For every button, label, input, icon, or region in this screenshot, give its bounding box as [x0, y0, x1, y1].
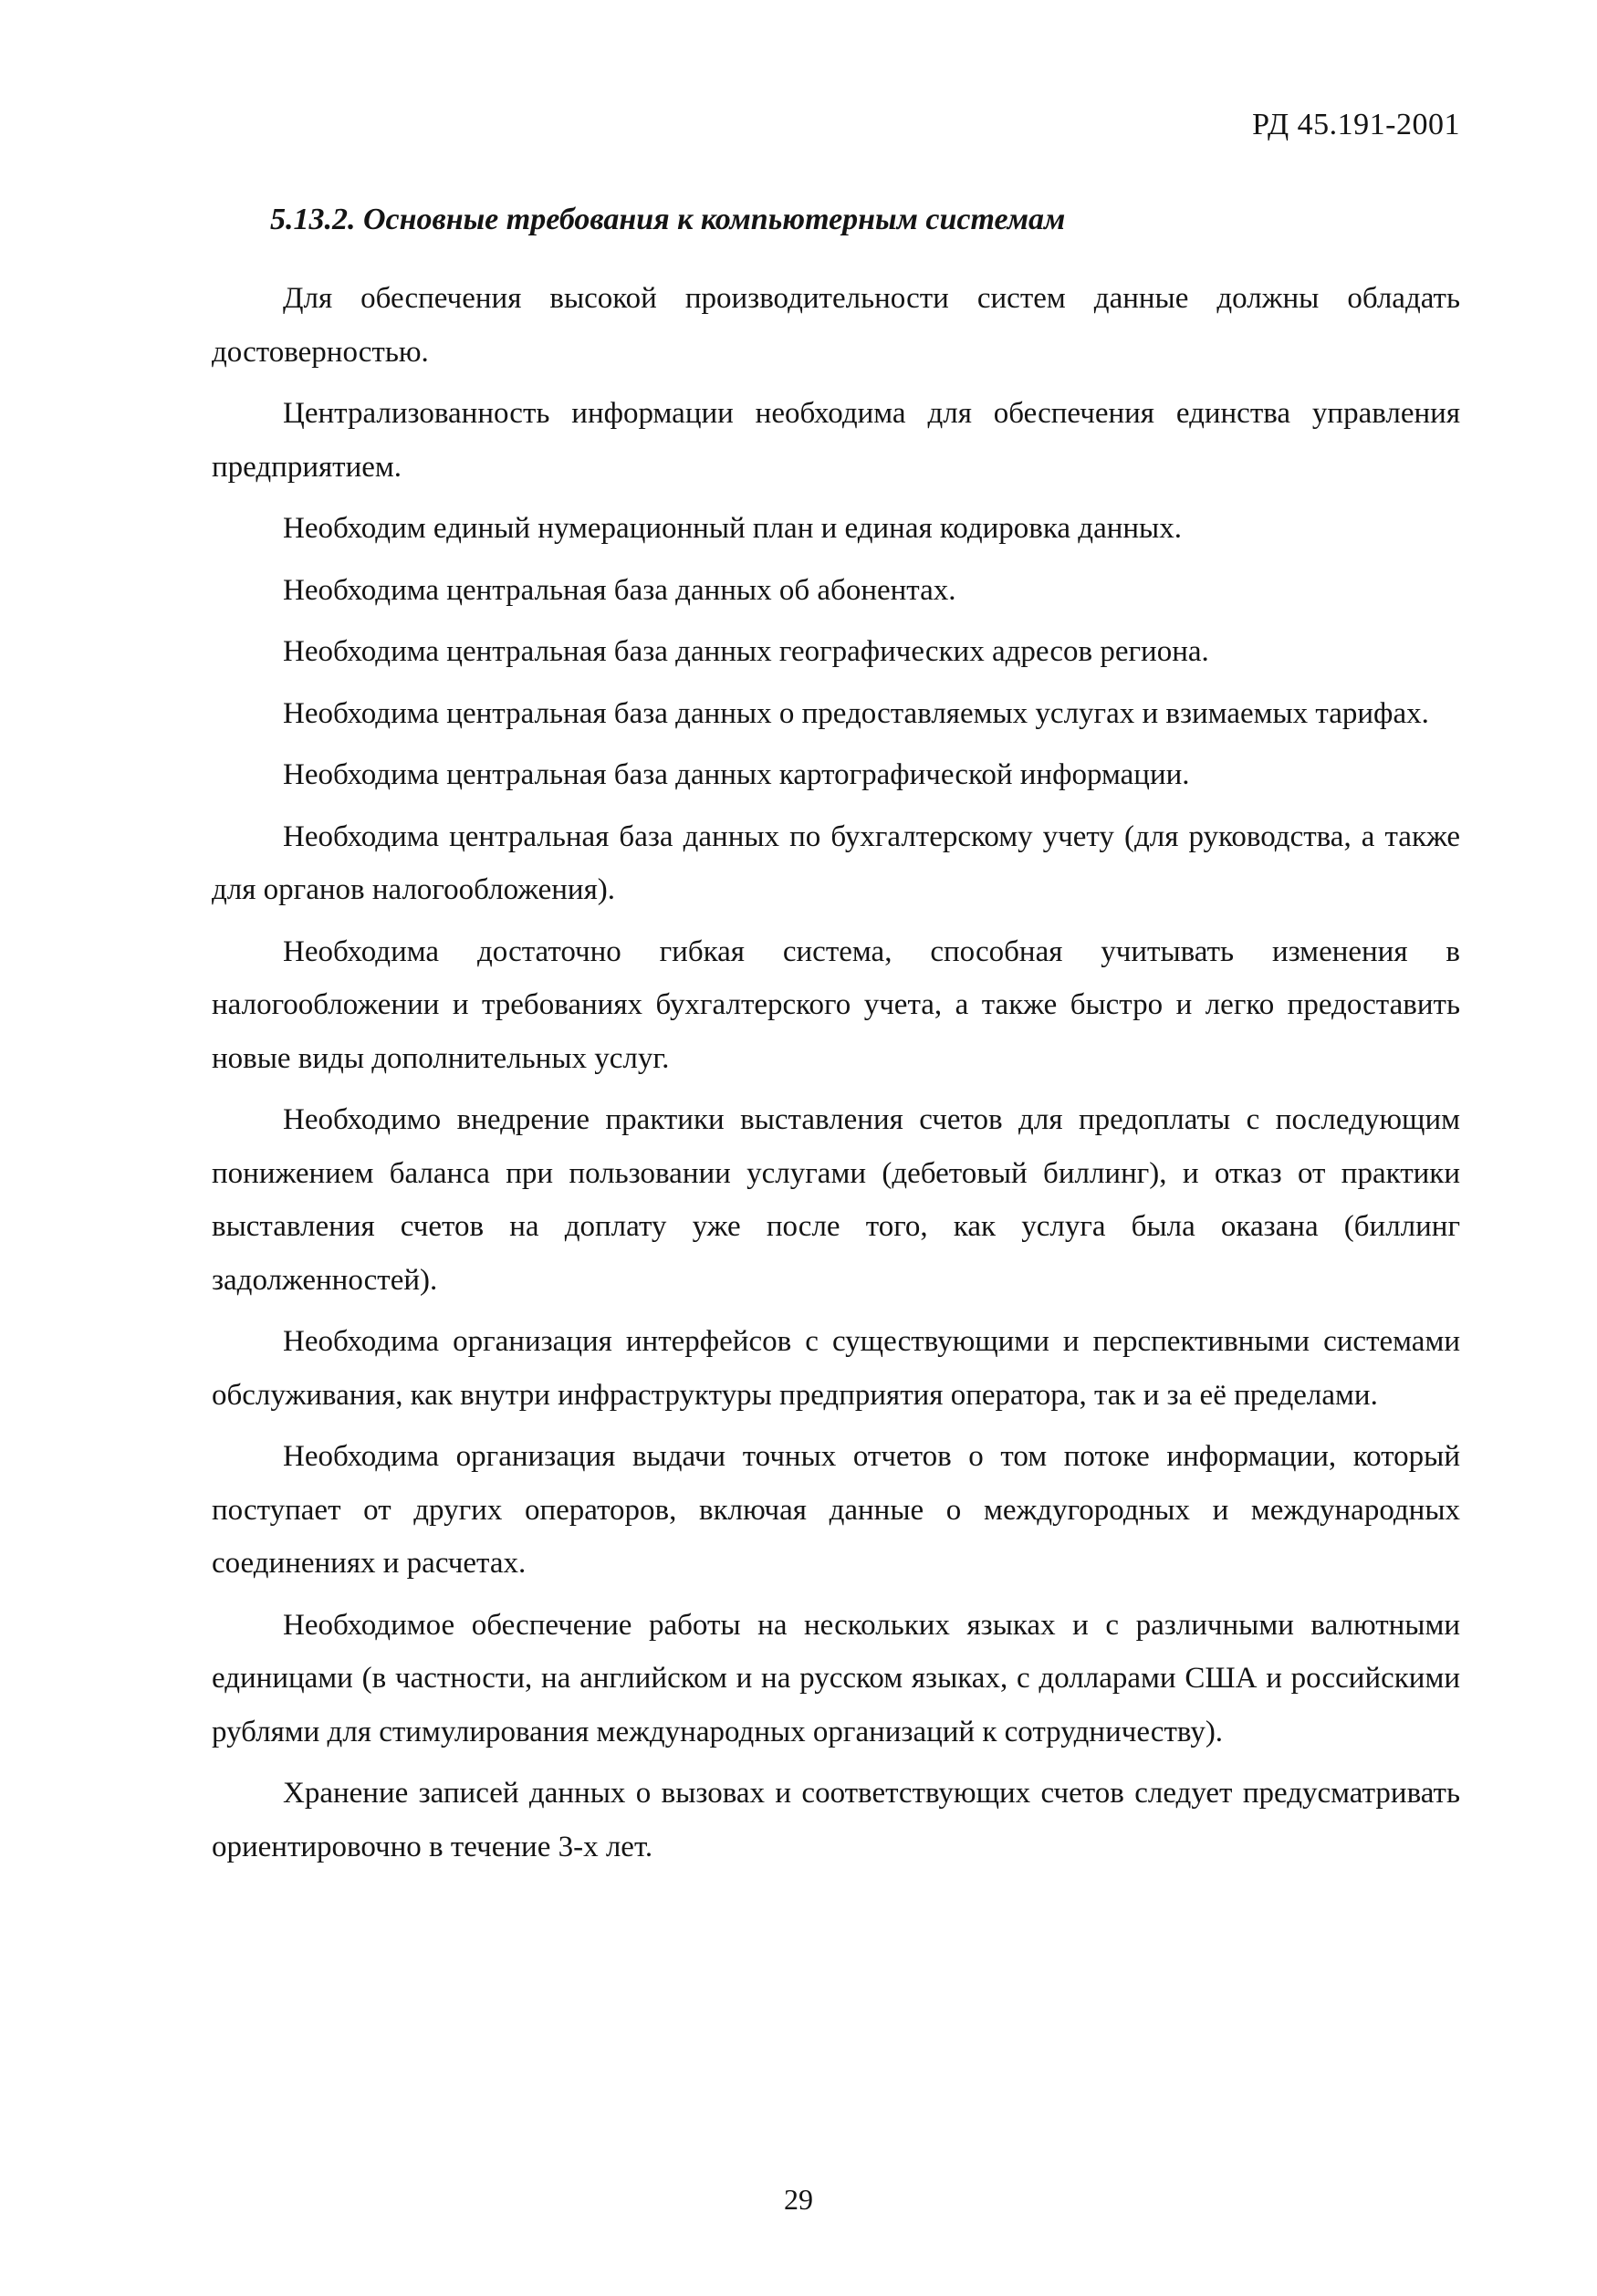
paragraph-centralization: Централизованность информации необходима для обеспечения единства управления предприятием. [212, 397, 1460, 484]
paragraph-prepaid-billing: Необходимо внедрение практики выставления счетов для предоплаты с последующим понижением баланса при пользовании услугами (дебетовый биллинг), и отказ от практики выставления счетов на доплату уже после того, как услуга была оказана (биллинг задолженностей). [212, 1103, 1460, 1297]
paragraph-services-tariffs-db: Необходима центральная база данных о предоставляемых услугах и взимаемых тарифах. [283, 696, 1429, 730]
body-text [212, 272, 1460, 1882]
page-number: 29 [784, 2183, 813, 2216]
paragraph-numbering-plan: Необходим единый нумерационный план и единая кодировка данных. [283, 512, 1182, 545]
paragraph-interfaces: Необходима организация интерфейсов с существующими и перспективными системами обслуживания, как внутри инфраструктуры предприятия оператора, так и за её пределами. [212, 1325, 1460, 1412]
section-heading: 5.13.2. Основные требования к компьютерным системам [270, 203, 1066, 236]
paragraph-accounting-db: Необходима центральная база данных по бухгалтерскому учету (для руководства, а также для органов налогообложения). [212, 819, 1460, 906]
paragraph-reports: Необходима организация выдачи точных отчетов о том потоке информации, который поступает от других операторов, включая данные о междугородных и международных соединениях и расчетах. [212, 1440, 1460, 1580]
paragraph-flexible-system: Необходима достаточно гибкая система, способная учитывать изменения в налогообложении и требованиях бухгалтерского учета, а также быстро и легко предоставить новые виды дополнительных услуг. [212, 934, 1460, 1075]
paragraph-address-db: Необходима центральная база данных географических адресов региона. [283, 635, 1209, 668]
document-code: РД 45.191-2001 [1252, 108, 1460, 141]
paragraph-multilingual: Необходимое обеспечение работы на нескольких языках и с различными валютными единицами (в частности, на английском и на русском языках, с долларами США и российскими рублями для стимулирования международных организаций к сотрудничеству). [212, 1608, 1460, 1748]
paragraph-data-reliability: Для обеспечения высокой производительности систем данные должны обладать достоверностью. [212, 282, 1460, 369]
paragraph-subscriber-db: Необходима центральная база данных об абонентах. [283, 573, 956, 607]
paragraph-record-storage: Хранение записей данных о вызовах и соответствующих счетов следует предусматривать ориентировочно в течение 3-х лет. [212, 1777, 1460, 1863]
paragraph-cartographic-db: Необходима центральная база данных картографической информации. [283, 758, 1190, 791]
